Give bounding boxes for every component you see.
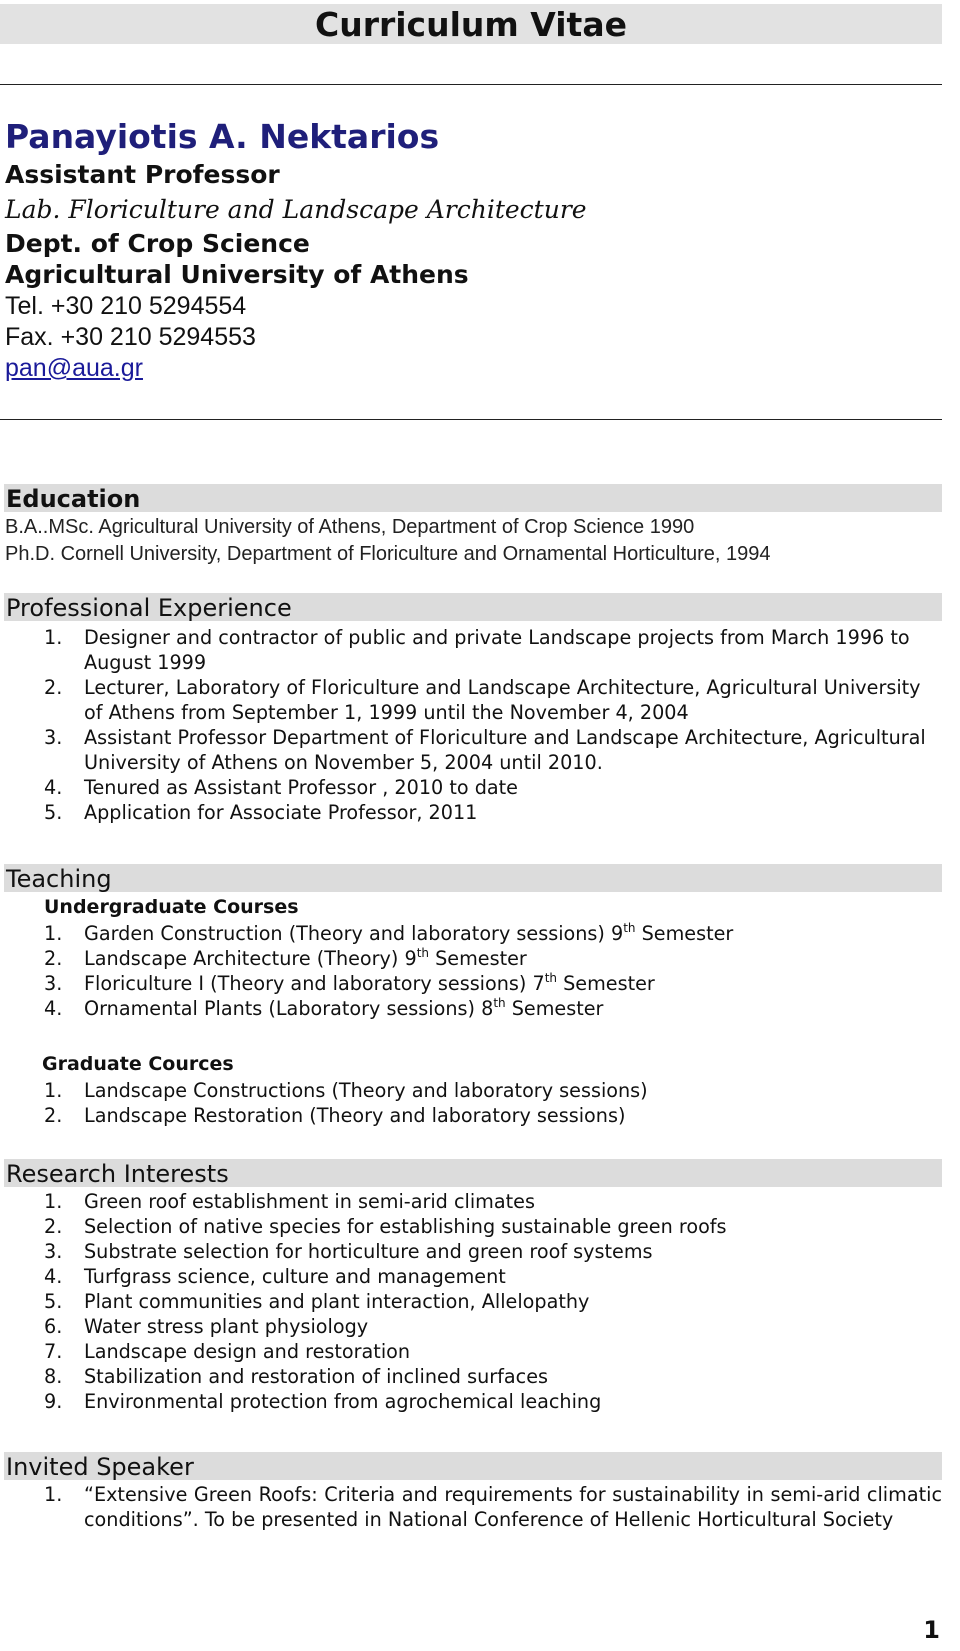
list-item	[44, 725, 942, 775]
item-number: 3.	[44, 972, 63, 995]
item-text: Tenured as Assistant Professor , 2010 to date	[84, 776, 518, 799]
item-number: 1.	[44, 1483, 63, 1506]
item-text: Application for Associate Professor, 2011	[84, 801, 478, 824]
item-number: 4.	[44, 1265, 63, 1288]
section-heading-teaching: Teaching	[4, 864, 942, 892]
phone-number: Tel. +30 210 5294554	[5, 292, 247, 320]
graduate-heading: Graduate Cources	[42, 1053, 234, 1075]
item-number: 7.	[44, 1340, 63, 1363]
fax-number: Fax. +30 210 5294553	[5, 323, 256, 351]
experience-list	[44, 625, 942, 825]
ordinal-suffix: th	[623, 921, 636, 935]
list-item	[44, 1264, 942, 1289]
list-item	[44, 971, 942, 996]
item-number: 2.	[44, 1104, 63, 1127]
item-text: Plant communities and plant interaction, Allelopathy	[84, 1290, 590, 1313]
undergraduate-heading: Undergraduate Courses	[44, 896, 299, 918]
item-text: Substrate selection for horticulture and green roof systems	[84, 1240, 653, 1263]
item-number: 2.	[44, 947, 63, 970]
document-title: Curriculum Vitae	[0, 4, 942, 44]
list-item	[44, 1339, 942, 1364]
list-item	[44, 1239, 942, 1264]
item-text: Ornamental Plants (Laboratory sessions) 8	[84, 997, 494, 1020]
list-item	[44, 1078, 942, 1103]
lab-name: Lab. Floriculture and Landscape Architecture	[5, 195, 587, 224]
item-text: Lecturer, Laboratory of Floriculture and Landscape Architecture, Agricultural University of Athens from September 1, 1999 until the November 4, 2004	[84, 676, 921, 724]
section-heading-research: Research Interests	[4, 1159, 942, 1187]
item-text: “Extensive Green Roofs: Criteria and requirements for sustainability in semi-arid climatic conditions”. To be presented in National Conference of Hellenic Horticultural Society	[84, 1483, 942, 1531]
item-number: 1.	[44, 626, 63, 649]
item-number: 2.	[44, 676, 63, 699]
item-text: Landscape Restoration (Theory and laboratory sessions)	[84, 1104, 626, 1127]
item-number: 2.	[44, 1215, 63, 1238]
item-number: 5.	[44, 1290, 63, 1313]
list-item	[44, 1314, 942, 1339]
list-item	[44, 1289, 942, 1314]
list-item	[44, 1214, 942, 1239]
list-item	[44, 1189, 942, 1214]
education-entry: B.A..MSc. Agricultural University of Athens, Department of Crop Science 1990	[5, 516, 695, 538]
item-number: 9.	[44, 1390, 63, 1413]
item-number: 3.	[44, 726, 63, 749]
item-text: Landscape Architecture (Theory) 9	[84, 947, 417, 970]
item-number: 1.	[44, 1079, 63, 1102]
email-link[interactable]: pan@aua.gr	[5, 354, 143, 382]
item-text: Designer and contractor of public and private Landscape projects from March 1996 to August 1999	[84, 626, 910, 674]
item-text: Selection of native species for establishing sustainable green roofs	[84, 1215, 727, 1238]
list-item	[44, 675, 942, 725]
item-text: Assistant Professor Department of Floriculture and Landscape Architecture, Agricultural University of Athens on November 5, 2004 until 2010.	[84, 726, 926, 774]
list-item	[44, 996, 942, 1021]
list-item	[44, 946, 942, 971]
ordinal-suffix: th	[493, 996, 506, 1010]
person-name: Panayiotis A. Nektarios	[5, 117, 440, 156]
university: Agricultural University of Athens	[5, 260, 469, 289]
divider	[0, 84, 942, 85]
item-number: 6.	[44, 1315, 63, 1338]
undergraduate-courses-list	[44, 921, 942, 1021]
item-text-suffix: Semester	[635, 922, 734, 945]
item-text-suffix: Semester	[557, 972, 655, 995]
list-item	[44, 921, 942, 946]
department: Dept. of Crop Science	[5, 229, 310, 258]
item-text: Landscape Constructions (Theory and laboratory sessions)	[84, 1079, 648, 1102]
section-heading-experience: Professional Experience	[4, 593, 942, 621]
item-text-suffix: Semester	[429, 947, 527, 970]
list-item	[44, 1103, 942, 1128]
ordinal-suffix: th	[544, 971, 558, 985]
list-item	[44, 1364, 942, 1389]
list-item	[44, 1389, 942, 1414]
item-number: 5.	[44, 801, 63, 824]
item-number: 4.	[44, 776, 63, 799]
section-heading-invited-speaker: Invited Speaker	[4, 1452, 942, 1480]
list-item	[44, 775, 942, 800]
item-text: Floriculture I (Theory and laboratory sessions) 7	[84, 972, 545, 995]
ordinal-suffix: th	[416, 946, 430, 960]
item-text-suffix: Semester	[505, 997, 604, 1020]
item-text: Landscape design and restoration	[84, 1340, 411, 1363]
item-text: Stabilization and restoration of inclined surfaces	[84, 1365, 548, 1388]
page-number: 1	[923, 1616, 940, 1644]
list-item	[44, 625, 942, 675]
item-text: Turfgrass science, culture and management	[84, 1265, 506, 1288]
item-number: 8.	[44, 1365, 63, 1388]
position-title: Assistant Professor	[5, 160, 280, 189]
item-number: 4.	[44, 997, 63, 1020]
item-text: Environmental protection from agrochemical leaching	[84, 1390, 602, 1413]
divider	[0, 419, 942, 420]
item-number: 1.	[44, 1190, 63, 1213]
graduate-courses-list	[44, 1078, 942, 1128]
section-heading-education: Education	[4, 484, 942, 512]
list-item	[44, 800, 942, 825]
item-text: Garden Construction (Theory and laboratory sessions) 9	[84, 922, 624, 945]
research-interests-list	[44, 1189, 942, 1414]
list-item	[44, 1482, 942, 1532]
invited-speaker-list	[44, 1482, 942, 1532]
item-number: 1.	[44, 922, 63, 945]
item-text: Green roof establishment in semi-arid climates	[84, 1190, 535, 1213]
item-text: Water stress plant physiology	[84, 1315, 369, 1338]
education-entry: Ph.D. Cornell University, Department of Floriculture and Ornamental Horticulture, 1994	[5, 543, 771, 565]
item-number: 3.	[44, 1240, 63, 1263]
